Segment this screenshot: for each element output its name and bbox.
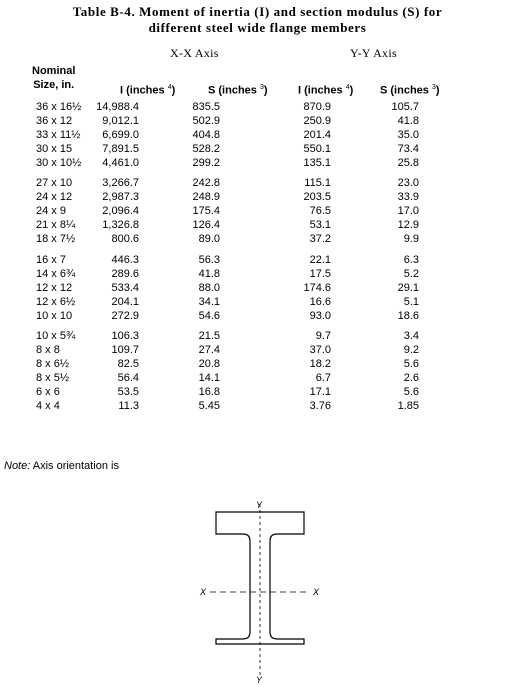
nominal-header-line-2: Size, in. <box>33 79 75 91</box>
cell-iy: 76.5 <box>309 205 331 217</box>
cell-sy: 6.3 <box>403 254 419 266</box>
cell-sy: 41.8 <box>397 115 419 127</box>
cell-iy: 9.7 <box>315 330 331 342</box>
cell-sy: 9.9 <box>403 233 419 245</box>
header-sx-close: ) <box>263 84 268 97</box>
cell-sy: 5.6 <box>403 386 419 398</box>
cell-sx: 34.1 <box>198 296 220 308</box>
header-ix-close: ) <box>171 84 176 97</box>
cell-iy: 174.6 <box>303 282 331 294</box>
table-row <box>0 100 515 114</box>
cell-size: 30 x 10½ <box>36 157 82 169</box>
cell-ix: 6,699.0 <box>102 129 139 141</box>
cell-sx: 56.3 <box>198 254 220 266</box>
cell-iy: 6.7 <box>315 372 331 384</box>
cell-sx: 41.8 <box>198 268 220 280</box>
cell-iy: 17.1 <box>309 386 331 398</box>
cell-sy: 18.6 <box>397 310 419 322</box>
cell-sx: 16.8 <box>198 386 220 398</box>
cell-sx: 14.1 <box>198 372 220 384</box>
cell-size: 8 x 5½ <box>36 372 70 384</box>
cell-iy: 37.0 <box>309 344 331 356</box>
cell-sy: 29.1 <box>397 282 419 294</box>
cell-sx: 89.0 <box>198 233 220 245</box>
cell-sx: 21.5 <box>198 330 220 342</box>
cell-size: 14 x 6¾ <box>36 268 76 280</box>
cell-sx: 299.2 <box>192 157 220 169</box>
header-sx-exp: 3 <box>259 84 264 91</box>
cell-iy: 250.9 <box>303 115 331 127</box>
table-row <box>0 357 515 371</box>
cell-iy: 201.4 <box>303 129 331 141</box>
cell-size: 30 x 15 <box>36 143 73 155</box>
table-row <box>0 385 515 399</box>
table-row <box>0 343 515 357</box>
header-sx-text: S (inches <box>208 84 260 97</box>
x-axis-group-header: X-X Axis <box>170 46 219 60</box>
cell-iy: 93.0 <box>309 310 331 322</box>
cell-ix: 204.1 <box>111 296 139 308</box>
cell-sy: 17.0 <box>397 205 419 217</box>
cell-ix: 1,326.8 <box>102 219 139 231</box>
cell-sx: 175.4 <box>192 205 220 217</box>
cell-ix: 53.5 <box>117 386 139 398</box>
header-iy-exp: 4 <box>345 84 350 91</box>
cell-sx: 242.8 <box>192 177 220 189</box>
cell-iy: 22.1 <box>309 254 331 266</box>
cell-size: 24 x 12 <box>36 191 73 203</box>
cell-ix: 14,988.4 <box>96 101 139 113</box>
table-row <box>0 204 515 218</box>
cell-sx: 20.8 <box>198 358 220 370</box>
cell-sy: 33.9 <box>397 191 419 203</box>
cell-sx: 835.5 <box>192 101 220 113</box>
cell-iy: 3.76 <box>309 400 331 412</box>
table-row <box>0 114 515 128</box>
cell-sx: 404.8 <box>192 129 220 141</box>
cell-ix: 272.9 <box>111 310 139 322</box>
cell-sy: 5.6 <box>403 358 419 370</box>
title-line-2: different steel wide flange members <box>148 20 367 35</box>
cell-sy: 35.0 <box>397 129 419 141</box>
header-ix <box>120 81 175 98</box>
cell-sy: 73.4 <box>397 143 419 155</box>
cell-ix: 11.3 <box>118 400 139 412</box>
cell-size: 12 x 12 <box>36 282 73 294</box>
header-sy-close: ) <box>435 84 440 97</box>
cell-iy: 550.1 <box>303 143 331 155</box>
cell-size: 10 x 5¾ <box>36 330 76 342</box>
table-row <box>0 309 515 323</box>
cell-sy: 9.2 <box>403 344 419 356</box>
cell-sx: 126.4 <box>192 219 220 231</box>
cell-ix: 2,987.3 <box>102 191 139 203</box>
cell-iy: 18.2 <box>309 358 331 370</box>
cell-size: 4 x 4 <box>36 400 60 412</box>
cell-ix: 3,266.7 <box>102 177 139 189</box>
cell-ix: 56.4 <box>117 372 139 384</box>
nominal-header-line-1: Nominal <box>32 65 76 77</box>
table-row <box>0 295 515 309</box>
cell-size: 8 x 6½ <box>36 358 70 370</box>
table-row <box>0 190 515 204</box>
header-ix-text: I (inches <box>120 84 168 97</box>
table-row <box>0 329 515 343</box>
header-sy-text: S (inches <box>380 84 432 97</box>
y-axis-label-bottom: Y <box>256 675 263 684</box>
x-axis-label-left: X <box>200 587 207 597</box>
cell-ix: 446.3 <box>111 254 139 266</box>
cell-size: 24 x 9 <box>36 205 66 217</box>
header-iy <box>298 81 353 98</box>
header-sx <box>208 81 268 98</box>
note-label: Note: <box>4 460 31 472</box>
cell-sx: 528.2 <box>192 143 220 155</box>
table-row <box>0 232 515 246</box>
cell-ix: 533.4 <box>111 282 139 294</box>
cell-size: 6 x 6 <box>36 386 60 398</box>
cell-ix: 82.5 <box>117 358 139 370</box>
title-line-1: Table B-4. Moment of inertia (I) and section modulus (S) for <box>72 4 443 19</box>
cell-ix: 4,461.0 <box>102 157 139 169</box>
table-row <box>0 142 515 156</box>
cell-size: 10 x 10 <box>36 310 73 322</box>
cell-iy: 115.1 <box>304 177 331 189</box>
cell-ix: 2,096.4 <box>102 205 139 217</box>
cell-size: 21 x 8¼ <box>36 219 76 231</box>
table-row <box>0 267 515 281</box>
note-text: Axis orientation is <box>30 460 119 472</box>
cell-sy: 3.4 <box>403 330 419 342</box>
cell-sy: 25.8 <box>397 157 419 169</box>
header-ix-exp: 4 <box>167 84 172 91</box>
table-row <box>0 156 515 170</box>
cell-sy: 2.6 <box>403 372 419 384</box>
cell-size: 36 x 12 <box>36 115 73 127</box>
note <box>4 460 119 472</box>
cell-sx: 27.4 <box>198 344 220 356</box>
cell-ix: 106.3 <box>111 330 139 342</box>
cell-iy: 53.1 <box>309 219 331 231</box>
header-sy <box>380 81 440 98</box>
cell-iy: 870.9 <box>303 101 331 113</box>
cell-ix: 9,012.1 <box>102 115 139 127</box>
cell-sy: 23.0 <box>397 177 419 189</box>
nominal-size-header <box>32 64 75 92</box>
table-row <box>0 281 515 295</box>
table-row <box>0 399 515 413</box>
cell-ix: 800.6 <box>111 233 139 245</box>
header-iy-close: ) <box>349 84 354 97</box>
table-row <box>0 371 515 385</box>
cell-sx: 88.0 <box>198 282 220 294</box>
table-row <box>0 218 515 232</box>
cell-sx: 248.9 <box>192 191 220 203</box>
cell-sy: 12.9 <box>397 219 419 231</box>
cell-sx: 5.45 <box>198 400 220 412</box>
cell-iy: 135.1 <box>303 157 331 169</box>
header-sy-exp: 3 <box>431 84 436 91</box>
cell-size: 33 x 11½ <box>36 129 81 141</box>
cell-iy: 16.6 <box>309 296 331 308</box>
table-row <box>0 128 515 142</box>
cell-sy: 5.2 <box>403 268 419 280</box>
cell-sy: 5.1 <box>403 296 419 308</box>
cell-size: 8 x 8 <box>36 344 60 356</box>
y-axis-label-top: Y <box>256 500 263 510</box>
header-iy-text: I (inches <box>298 84 346 97</box>
i-beam-diagram <box>190 496 330 684</box>
cell-size: 27 x 10 <box>36 177 73 189</box>
cell-size: 16 x 7 <box>36 254 66 266</box>
cell-ix: 7,891.5 <box>102 143 139 155</box>
cell-sx: 54.6 <box>198 310 220 322</box>
cell-iy: 17.5 <box>309 268 331 280</box>
cell-sy: 105.7 <box>391 101 419 113</box>
cell-size: 36 x 16½ <box>36 101 82 113</box>
cell-ix: 289.6 <box>111 268 139 280</box>
cell-size: 18 x 7½ <box>36 233 76 245</box>
table-title <box>0 4 515 36</box>
cell-iy: 37.2 <box>309 233 331 245</box>
cell-ix: 109.7 <box>111 344 139 356</box>
table-row <box>0 176 515 190</box>
x-axis-label-right: X <box>313 587 320 597</box>
cell-size: 12 x 6½ <box>36 296 76 308</box>
cell-sy: 1.85 <box>397 400 419 412</box>
y-axis-group-header: Y-Y Axis <box>350 46 397 60</box>
cell-sx: 502.9 <box>192 115 220 127</box>
table-row <box>0 253 515 267</box>
cell-iy: 203.5 <box>303 191 331 203</box>
